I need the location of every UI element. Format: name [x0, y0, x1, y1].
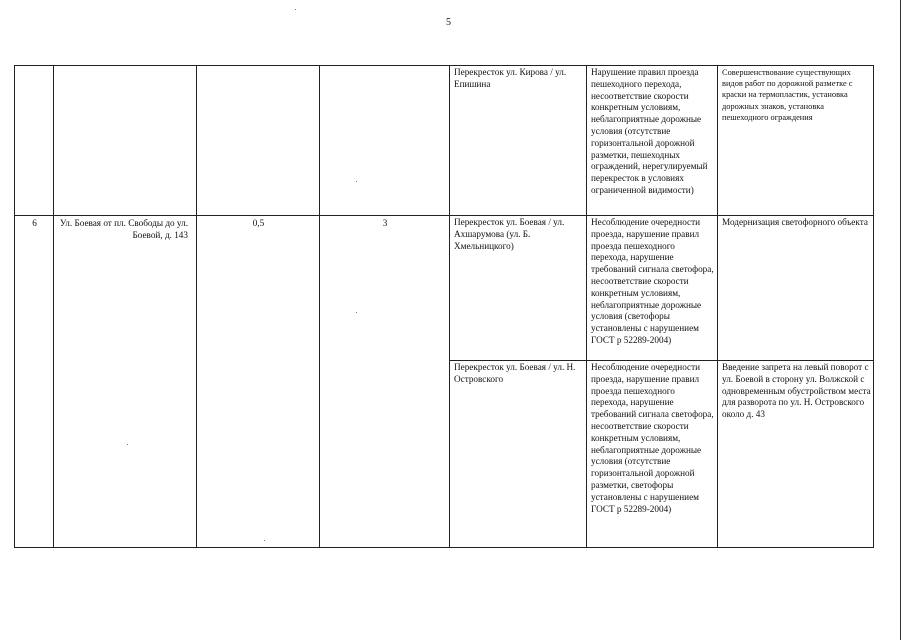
- page-number: 5: [446, 17, 451, 28]
- row1-violation-cell: Нарушение правил проезда пешеходного перехода, несоответствие скорости конкретным условиям, неблагоприятные дорожные условия (отсутствие горизонтальной дорожной разметки, пешеходных ограждений, нерегулируемый перекресток в условиях ограниченной видимости): [586, 65, 717, 215]
- row1-accidents-cell: [319, 65, 449, 215]
- row1-measures-cell: Совершенствование существующих видов работ по дорожной разметке с краски на термопластик, установка дорожных знаков, установка пешеходного ограждения: [717, 65, 874, 215]
- row6-place-cell: Перекресток ул. Боевая / ул. Ахшарумова (ул. Б. Хмельницкого): [449, 215, 586, 360]
- row1-street-cell: [53, 65, 196, 215]
- row6-violation-cell: Несоблюдение очередности проезда, нарушение правил проезда пешеходного перехода, нарушение требований сигнала светофора, несоответствие скорости конкретным условиям, неблагоприятные дорожные условия (светофоры установлены с нарушением ГОСТ р 52289-2004): [586, 215, 717, 360]
- row6-street-cell: Ул. Боевая от пл. Свободы до ул. Боевой, д. 143: [53, 215, 196, 548]
- scan-speck: [295, 9, 296, 10]
- row1-num-cell: [14, 65, 53, 215]
- row1-length-cell: [196, 65, 319, 215]
- row6-accidents-cell: 3: [319, 215, 449, 548]
- scan-speck: [356, 312, 357, 313]
- row6-num-cell: 6: [14, 215, 53, 548]
- scan-speck: [264, 540, 265, 541]
- row6b-place-cell: Перекресток ул. Боевая / ул. Н. Островского: [449, 360, 586, 548]
- row1-place-cell: Перекресток ул. Кирова / ул. Епишина: [449, 65, 586, 215]
- row6-measures-cell: Модернизация светофорного объекта: [717, 215, 874, 360]
- page-edge-line: [900, 0, 901, 640]
- row6-length-cell: 0,5: [196, 215, 319, 548]
- scan-speck: [127, 444, 128, 445]
- data-table: [14, 65, 874, 548]
- scan-speck: [356, 181, 357, 182]
- row6b-violation-cell: Несоблюдение очередности проезда, нарушение правил проезда пешеходного перехода, нарушение требований сигнала светофора, несоответствие скорости конкретным условиям, неблагоприятные дорожные условия (отсутствие горизонтальной дорожной разметки, светофоры установлены с нарушением ГОСТ р 52289-2004): [586, 360, 717, 548]
- row6b-measures-cell: Введение запрета на левый поворот с ул. Боевой в сторону ул. Волжской с одновременным обустройством места для разворота по ул. Н. Островского около д. 43: [717, 360, 874, 548]
